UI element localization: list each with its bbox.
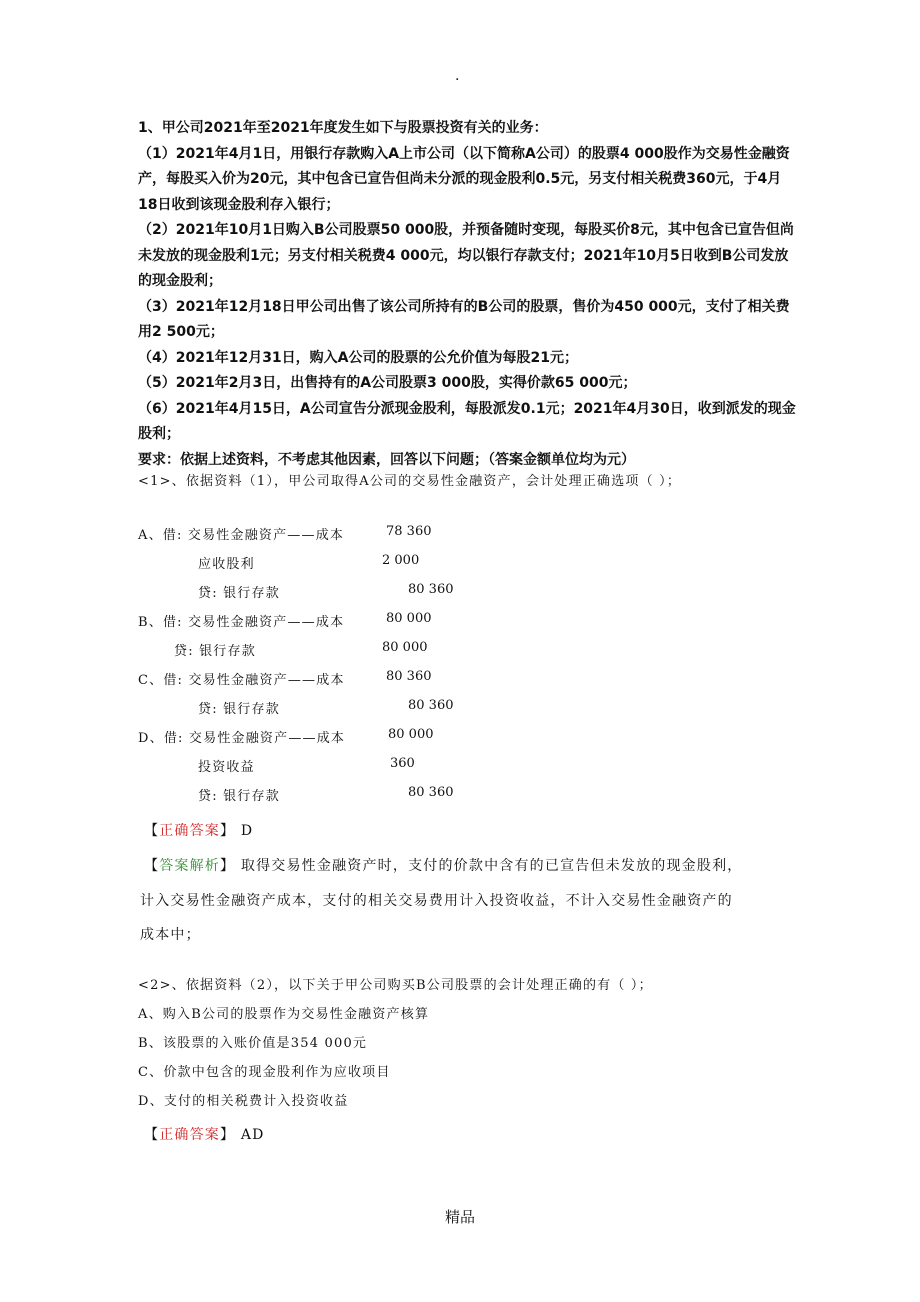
q2-option-b: B、该股票的入账价值是354 000元 xyxy=(138,1036,368,1051)
q1-analysis-text-1: 取得交易性金融资产时，支付的价款中含有的已宣告但未发放的现金股利， xyxy=(240,858,743,874)
q1-option-c-debit: C、借: 交易性金融资产——成本 xyxy=(138,673,345,688)
q2-option-a: A、购入B公司的股票作为交易性金融资产核算 xyxy=(138,1007,430,1022)
q1-answer-label: 正确答案 xyxy=(159,823,221,839)
header-dot: . xyxy=(455,68,460,84)
bracket-close: 】 xyxy=(220,1127,236,1143)
q1-answer-row xyxy=(144,820,253,840)
q1-option-d-credit: 贷: 银行存款 xyxy=(198,789,280,804)
q1-analysis-label: 答案解析 xyxy=(159,858,221,874)
fact-1: （1）2021年4月1日，用银行存款购入A上市公司（以下简称A公司）的股票4 000股作为交易性金融资产，每股买入价为20元，其中包含已宣告但尚未分派的现金股利0.5元，另支付相关税费360元，于4月18日收到该现金股利存入银行； xyxy=(138,145,790,213)
question-1: <1>、依据资料（1），甲公司取得A公司的交易性金融资产，会计处理正确选项（ ）； xyxy=(138,474,682,489)
bracket-close: 】 xyxy=(220,823,236,839)
q1-option-c-credit: 贷: 银行存款 xyxy=(198,702,280,717)
bracket-close: 】 xyxy=(220,858,236,874)
q1-option-c-amount-2: 80 360 xyxy=(408,698,454,713)
bracket-open: 【 xyxy=(144,858,160,874)
q1-option-d-amount-1: 80 000 xyxy=(388,727,434,742)
intro-section xyxy=(138,116,798,473)
q1-analysis-row xyxy=(144,855,742,875)
q1-analysis-text-2: 计入交易性金融资产成本，支付的相关交易费用计入投资收益，不计入交易性金融资产的 xyxy=(140,893,733,909)
q1-option-d-amount-3: 80 360 xyxy=(408,785,454,800)
fact-6: （6）2021年4月15日，A公司宣告分派现金股利，每股派发0.1元；2021年4月30日，收到派发的现金股利； xyxy=(138,400,796,442)
footer-label: 精品 xyxy=(444,1208,475,1226)
q1-option-b-debit: B、借: 交易性金融资产——成本 xyxy=(138,615,345,630)
q1-option-b-amount-2: 80 000 xyxy=(382,640,428,655)
q2-answer-value: AD xyxy=(240,1127,265,1143)
q1-option-b-amount-1: 80 000 xyxy=(386,611,432,626)
q1-option-d-line-2: 投资收益 xyxy=(198,760,255,775)
fact-5: （5）2021年2月3日，出售持有的A公司股票3 000股，实得价款65 000元； xyxy=(138,375,637,391)
fact-2: （2）2021年10月1日购入B公司股票50 000股，并预备随时变现，每股买价8元，其中包含已宣告但尚未发放的现金股利1元；另支付相关税费4 000元，均以银行存款支付；2021年10月5日收到B公司发放的现金股利； xyxy=(138,222,794,289)
question-2: <2>、依据资料（2），以下关于甲公司购买B公司股票的会计处理正确的有（ ）； xyxy=(138,978,653,993)
q1-option-a-amount-1: 78 360 xyxy=(386,524,432,539)
q1-answer-value: D xyxy=(240,823,254,839)
q2-answer-label: 正确答案 xyxy=(159,1127,221,1143)
fact-4: （4）2021年12月31日，购入A公司的股票的公允价值为每股21元； xyxy=(138,349,578,366)
q1-option-a-debit: A、借: 交易性金融资产——成本 xyxy=(138,528,345,543)
q1-analysis-text-3: 成本中； xyxy=(140,927,201,943)
q2-option-c: C、价款中包含的现金股利作为应收项目 xyxy=(138,1065,391,1080)
bracket-open: 【 xyxy=(144,1127,160,1143)
q1-option-d-amount-2: 360 xyxy=(390,756,415,771)
problem-title: 1、甲公司2021年至2021年度发生如下与股票投资有关的业务： xyxy=(138,120,548,136)
bracket-open: 【 xyxy=(144,823,160,839)
q2-answer-row xyxy=(144,1124,265,1144)
q1-option-a-amount-3: 80 360 xyxy=(408,582,454,597)
q1-option-b-credit: 贷: 银行存款 xyxy=(174,644,256,659)
q2-option-d: D、支付的相关税费计入投资收益 xyxy=(138,1094,349,1109)
fact-3: （3）2021年12月18日甲公司出售了该公司所持有的B公司的股票，售价为450 000元，支付了相关费用2 500元； xyxy=(138,298,790,340)
q1-option-a-amount-2: 2 000 xyxy=(382,553,420,568)
q1-option-a-credit: 贷: 银行存款 xyxy=(198,586,280,601)
q1-option-d-debit: D、借: 交易性金融资产——成本 xyxy=(138,731,346,746)
q1-option-a-line-2: 应收股利 xyxy=(198,557,255,572)
q1-option-c-amount-1: 80 360 xyxy=(386,669,432,684)
requirement: 要求：依据上述资料，不考虑其他因素，回答以下问题；（答案金额单位均为元） xyxy=(138,451,635,468)
